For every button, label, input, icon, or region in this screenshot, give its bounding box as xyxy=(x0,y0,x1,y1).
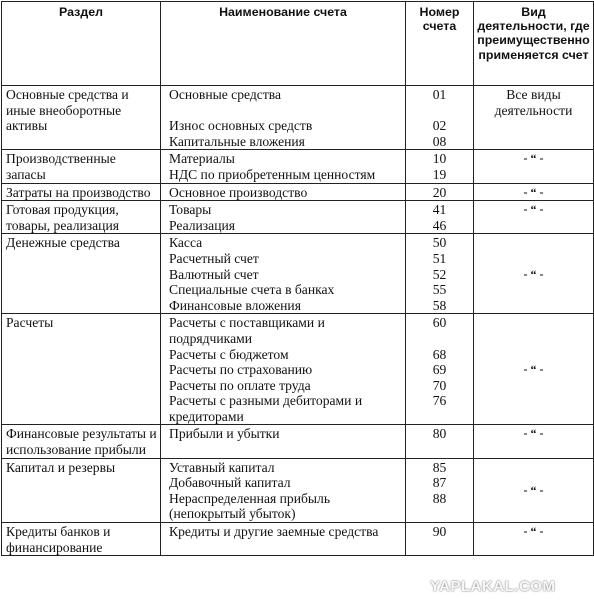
account-number xyxy=(409,103,470,119)
account-number: 01 xyxy=(432,87,447,102)
table-body xyxy=(2,86,594,556)
activity-cell xyxy=(474,86,594,150)
account-names-cell xyxy=(161,234,406,314)
account-number: 20 xyxy=(432,184,447,200)
account-names-cell xyxy=(161,201,406,234)
activity-cell xyxy=(474,425,594,458)
account-number: 41 xyxy=(432,202,447,218)
account-names-cell xyxy=(161,523,406,556)
account-name xyxy=(169,103,402,119)
table-row xyxy=(2,201,594,234)
account-name: Касса xyxy=(169,235,203,251)
section-cell: Затраты на производство xyxy=(2,183,161,201)
account-name: Специальные счета в банках xyxy=(169,282,335,298)
section-cell: Производственные запасы xyxy=(2,150,161,183)
account-name: Материалы xyxy=(169,151,235,167)
account-number: 70 xyxy=(432,377,447,393)
activity-text: - “ - xyxy=(523,202,544,217)
account-name: Капитальные вложения xyxy=(169,133,305,149)
activity-text: - “ - xyxy=(523,426,544,441)
account-number: 50 xyxy=(432,235,447,251)
account-name: Прибыли и убытки xyxy=(169,426,280,442)
section-cell: Готовая продукция, товары, реализация xyxy=(2,201,161,234)
section-cell: Кредиты банков и финансирование xyxy=(2,523,161,556)
activity-cell xyxy=(474,458,594,522)
table-row xyxy=(2,86,594,150)
table-row xyxy=(2,314,594,425)
table-row xyxy=(2,183,594,201)
account-name: Расчетный счет xyxy=(169,250,259,266)
table-row xyxy=(2,523,594,556)
header-account-name: Наименование счета xyxy=(161,2,406,86)
activity-text: - “ - xyxy=(523,151,544,166)
account-name: Расчеты с бюджетом xyxy=(169,346,289,362)
section-cell: Расчеты xyxy=(2,314,161,425)
account-name: Товары xyxy=(169,202,212,218)
account-number: 08 xyxy=(432,133,447,149)
activity-cell xyxy=(474,314,594,425)
account-numbers-cell xyxy=(406,183,474,201)
account-name: Основное производство xyxy=(169,184,308,200)
account-number: 10 xyxy=(432,151,447,167)
section-cell: Денежные средства xyxy=(2,234,161,314)
account-numbers-cell xyxy=(406,201,474,234)
activity-text: - “ - xyxy=(523,266,544,281)
account-number: 88 xyxy=(432,490,447,506)
account-name: Добавочный капитал xyxy=(169,475,291,491)
account-number: 60 xyxy=(432,315,447,331)
account-number: 55 xyxy=(432,282,447,298)
activity-cell xyxy=(474,183,594,201)
account-number: 46 xyxy=(432,217,447,233)
account-number: 80 xyxy=(432,426,447,442)
account-name: НДС по приобретенным ценностям xyxy=(169,166,376,182)
account-number: 76 xyxy=(432,393,447,409)
account-name: Финансовые вложения xyxy=(169,297,301,313)
account-names-cell xyxy=(161,183,406,201)
account-name: Нераспределенная прибыль (непокрытый убыток) xyxy=(169,490,331,522)
account-numbers-cell xyxy=(406,234,474,314)
account-number: 90 xyxy=(432,524,447,540)
account-numbers-cell xyxy=(406,314,474,425)
section-cell: Капитал и резервы xyxy=(2,458,161,522)
account-name: Реализация xyxy=(169,217,235,233)
table-header-row xyxy=(2,2,594,86)
activity-text: Все виды деятельности xyxy=(494,87,573,118)
account-numbers-cell xyxy=(406,150,474,183)
account-name: Кредиты и другие заемные средства xyxy=(169,524,379,540)
account-name: Расчеты с разными дебиторами и кредиторами xyxy=(169,393,363,424)
activity-text: - “ - xyxy=(523,184,544,199)
account-number: 51 xyxy=(432,250,447,266)
account-name: Расчеты с поставщиками и подрядчиками xyxy=(169,315,325,346)
account-numbers-cell xyxy=(406,523,474,556)
account-names-cell xyxy=(161,425,406,458)
watermark: YAPLAKAL.COM xyxy=(430,578,556,595)
account-number: 52 xyxy=(432,266,447,282)
account-number: 58 xyxy=(432,297,447,313)
header-account-number: Номер счета xyxy=(406,2,474,86)
activity-cell xyxy=(474,234,594,314)
section-cell: Финансовые результаты и использование прибыли xyxy=(2,425,161,458)
account-name: Валютный счет xyxy=(169,266,259,282)
accounts-table xyxy=(1,1,594,556)
account-number: 85 xyxy=(432,459,447,475)
account-numbers-cell xyxy=(406,458,474,522)
account-name: Расчеты по страхованию xyxy=(169,362,313,378)
account-number: 69 xyxy=(432,362,447,378)
activity-text: - “ - xyxy=(523,483,544,498)
activity-text: - “ - xyxy=(523,524,544,539)
account-number: 68 xyxy=(432,346,447,362)
account-name: Износ основных средств xyxy=(169,118,313,134)
account-name: Уставный капитал xyxy=(169,459,275,475)
account-names-cell xyxy=(161,86,406,150)
account-numbers-cell xyxy=(406,86,474,150)
account-name: Расчеты по оплате труда xyxy=(169,377,311,393)
account-number: 19 xyxy=(432,166,447,182)
account-numbers-cell xyxy=(406,425,474,458)
account-names-cell xyxy=(161,314,406,425)
table-row xyxy=(2,458,594,522)
activity-cell xyxy=(474,150,594,183)
table-row xyxy=(2,234,594,314)
table-row xyxy=(2,150,594,183)
account-names-cell xyxy=(161,458,406,522)
header-section: Раздел xyxy=(2,2,161,86)
activity-cell xyxy=(474,523,594,556)
account-name: Основные средства xyxy=(169,87,282,102)
activity-cell xyxy=(474,201,594,234)
section-cell: Основные средства и иные внеоборотные активы xyxy=(2,86,161,150)
account-number: 02 xyxy=(432,118,447,134)
account-number: 87 xyxy=(432,475,447,491)
table-row xyxy=(2,425,594,458)
activity-text: - “ - xyxy=(523,362,544,377)
account-names-cell xyxy=(161,150,406,183)
header-activity: Вид деятельности, где преимущественно применяется счет xyxy=(474,2,594,86)
